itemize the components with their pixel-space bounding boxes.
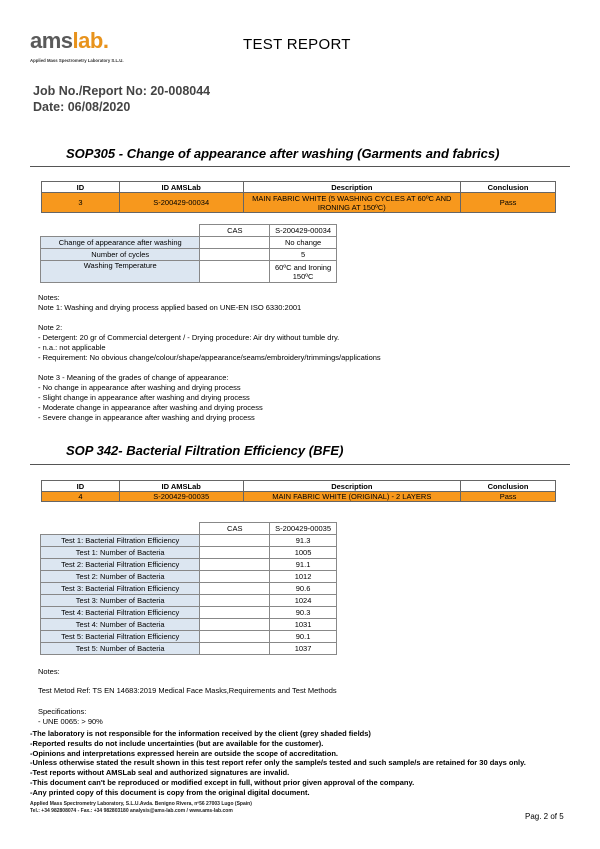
- param-value: No change: [270, 237, 337, 249]
- disclaimers: [30, 729, 526, 798]
- table-row: [42, 492, 556, 502]
- cell-id-amslab: S-200429-00035: [119, 492, 243, 502]
- note-line: Note 2:: [38, 323, 63, 332]
- param-value: 1031: [270, 619, 337, 631]
- section2-notes-label: Notes:: [38, 667, 60, 676]
- param-label: Test 4: Number of Bacteria: [41, 619, 200, 631]
- param-value: 1005: [270, 547, 337, 559]
- cas-header: CAS: [200, 523, 270, 535]
- col-header-conclusion: Conclusion: [461, 481, 556, 492]
- col-header-id: ID: [42, 182, 120, 193]
- cell-conclusion: Pass: [461, 492, 556, 502]
- param-label: Test 4: Bacterial Filtration Efficiency: [41, 607, 200, 619]
- footer-contact: Tel.: +34 982808074 - Fax.: +34 982803180 analysis@ams-lab.com / www.ams-lab.com: [30, 807, 233, 814]
- table-row: [41, 631, 337, 643]
- cas-header: CAS: [200, 225, 270, 237]
- company-footer: [30, 801, 252, 814]
- section1-params-table: [40, 224, 337, 283]
- logo-lab-text: lab: [72, 28, 103, 53]
- note-line: - Detergent: 20 gr of Commercial detergent / - Drying procedure: Air dry without tumble dry.: [38, 333, 340, 342]
- table-row: [41, 607, 337, 619]
- param-value: 90.1: [270, 631, 337, 643]
- note-line: - Slight change in appearance after washing and drying process: [38, 393, 250, 402]
- col-header-conclusion: Conclusion: [461, 182, 556, 193]
- param-value: 60ºC and Ironing 150ºC: [270, 261, 337, 283]
- param-value: 91.1: [270, 559, 337, 571]
- note-line: - Requirement: No obvious change/colour/shape/appearance/seams/embroidery/trimmings/applications: [38, 353, 381, 362]
- table-row: [41, 571, 337, 583]
- table-row: [41, 261, 337, 283]
- param-value: 1012: [270, 571, 337, 583]
- table-row: [41, 643, 337, 655]
- note-line: Note 3 - Meaning of the grades of change of appearance:: [38, 373, 229, 382]
- logo-tagline: Applied Mass Spectrometry Laboratory S.L.U.: [30, 58, 124, 63]
- param-label: Test 1: Number of Bacteria: [41, 547, 200, 559]
- specifications-value: - UNE 0065: > 90%: [38, 717, 103, 726]
- cell-description: MAIN FABRIC WHITE (ORIGINAL) - 2 LAYERS: [243, 492, 461, 502]
- param-label: Test 5: Number of Bacteria: [41, 643, 200, 655]
- report-date: Date: 06/08/2020: [33, 100, 131, 114]
- disclaimer-line: -Reported results do not include uncertainties (but are available for the customer).: [30, 738, 324, 748]
- col-header-description: Description: [243, 182, 461, 193]
- logo-dot-icon: .: [102, 28, 109, 53]
- col-header-description: Description: [243, 481, 461, 492]
- section1-results-table: [41, 181, 556, 213]
- note-line: [38, 313, 381, 323]
- param-value: 1024: [270, 595, 337, 607]
- note-line: - No change in appearance after washing and drying process: [38, 383, 241, 392]
- note-line: [38, 363, 381, 373]
- param-label: Change of appearance after washing: [41, 237, 200, 249]
- col-header-id-amslab: ID AMSLab: [119, 182, 243, 193]
- param-value: 5: [270, 249, 337, 261]
- col-header-id: ID: [42, 481, 120, 492]
- param-label: Test 3: Number of Bacteria: [41, 595, 200, 607]
- col-header-id-amslab: ID AMSLab: [119, 481, 243, 492]
- cell-description: MAIN FABRIC WHITE (5 WASHING CYCLES AT 60ºC AND IRONING AT 150ºC): [243, 193, 461, 213]
- table-row: [42, 193, 556, 213]
- section1-divider: [30, 166, 570, 167]
- section2-params-table: [40, 522, 337, 655]
- method-reference: Test Metod Ref: TS EN 14683:2019 Medical Face Masks,Requirements and Test Methods: [38, 686, 337, 695]
- param-label: Test 3: Bacterial Filtration Efficiency: [41, 583, 200, 595]
- param-label: Test 2: Bacterial Filtration Efficiency: [41, 559, 200, 571]
- section1-title: SOP305 - Change of appearance after washing (Garments and fabrics): [66, 146, 500, 161]
- param-value: 90.3: [270, 607, 337, 619]
- param-label: Test 2: Number of Bacteria: [41, 571, 200, 583]
- sample-id-header: S-200429-00034: [270, 225, 337, 237]
- note-line: - Severe change in appearance after washing and drying process: [38, 413, 255, 422]
- table-row: [41, 249, 337, 261]
- table-row: [41, 535, 337, 547]
- amslab-logo: [30, 30, 130, 80]
- disclaimer-line: -This document can't be reproduced or modified except in full, without prior given approval of the company.: [30, 777, 415, 787]
- param-value: 90.6: [270, 583, 337, 595]
- cell-id: 4: [42, 492, 120, 502]
- note-line: - Moderate change in appearance after washing and drying process: [38, 403, 263, 412]
- note-line: - n.a.: not applicable: [38, 343, 106, 352]
- note-line: Note 1: Washing and drying process applied based on UNE-EN ISO 6330:2001: [38, 303, 302, 312]
- disclaimer-line: -Unless otherwise stated the result shown in this test report refer only the sample/s tested and such sample/s are retained for 30 days only.: [30, 758, 526, 768]
- cell-id: 3: [42, 193, 120, 213]
- cell-conclusion: Pass: [461, 193, 556, 213]
- section2-results-table: [41, 480, 556, 502]
- table-row: [41, 583, 337, 595]
- page-number: Pag. 2 of 5: [525, 812, 564, 821]
- disclaimer-line: -Any printed copy of this document is copy from the original digital document.: [30, 787, 310, 797]
- table-row: [41, 595, 337, 607]
- table-row: [41, 237, 337, 249]
- table-header-row: [42, 182, 556, 193]
- table-row: [41, 619, 337, 631]
- section2-title: SOP 342- Bacterial Filtration Efficiency (BFE): [66, 443, 344, 458]
- table-row: [41, 559, 337, 571]
- disclaimer-line: -The laboratory is not responsible for the information received by the client (grey shaded fields): [30, 729, 371, 738]
- param-value: 91.3: [270, 535, 337, 547]
- param-value: 1037: [270, 643, 337, 655]
- param-label: Test 5: Bacterial Filtration Efficiency: [41, 631, 200, 643]
- param-label: Washing Temperature: [41, 261, 200, 283]
- section2-divider: [30, 464, 570, 465]
- param-label: Test 1: Bacterial Filtration Efficiency: [41, 535, 200, 547]
- table-row: [41, 547, 337, 559]
- param-label: Number of cycles: [41, 249, 200, 261]
- job-number: Job No./Report No: 20-008044: [33, 84, 211, 98]
- specifications-label: Specifications:: [38, 707, 87, 716]
- disclaimer-line: -Test reports without AMSLab seal and authorized signatures are invalid.: [30, 768, 290, 778]
- sample-id-header: S-200429-00035: [270, 523, 337, 535]
- cell-id-amslab: S-200429-00034: [119, 193, 243, 213]
- table-header-row: [42, 481, 556, 492]
- section1-notes: [38, 293, 381, 423]
- page-title: TEST REPORT: [243, 36, 351, 53]
- logo-ams-text: ams: [30, 28, 73, 53]
- note-line: Notes:: [38, 293, 60, 302]
- footer-address: Applied Mass Spectrometry Laboratory, S.L.U.Avda. Benigno Rivera, nº56 27003 Lugo (Spain): [30, 801, 252, 807]
- disclaimer-line: -Opinions and interpretations expressed herein are outside the scope of accreditation.: [30, 748, 338, 758]
